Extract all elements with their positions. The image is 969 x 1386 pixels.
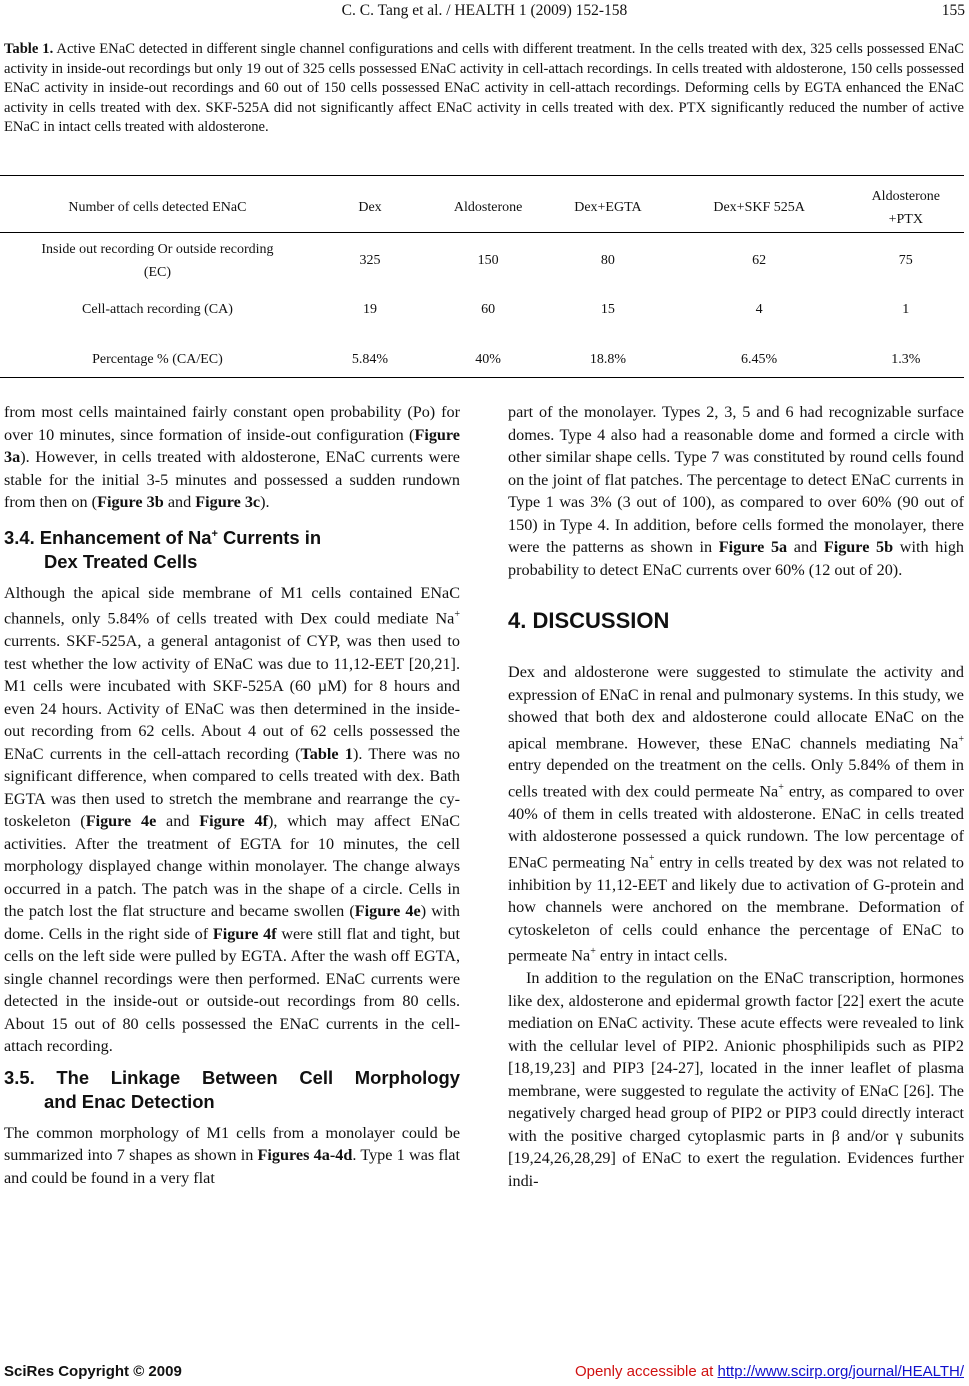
page-number: 155 [941,2,965,19]
body-paragraph: Dex and aldosterone were suggested to stimulate the activity and expression of ENaC in renal and pulmonary systems. In this study, we showed that both dex and aldosterone could allocate ENaC on the apical membrane. However, these ENaC channels mediating Na+ entry depended on the treatment on the cells. Only 5.84% of them in cells treated with dex could permeate Na+ entry, as compared to over 40% of them in cells treated with aldosterone. ENaC in cells treated with aldosterone possessed a quick rundown. The low percentage of ENaC permeating Na+ entry in cells treated by dex was not related to inhibition by 11,12-EET and likely due to activation of G-protein and how channels were anchored on the membrane. Deformation of cytoskeleton of cells could enhance the percentage of ENaC to permeate Na+ entry in intact cells. [508,663,965,965]
figure-ref: Figure 3a [4,425,460,466]
table-cell: 18.8% [589,352,626,367]
footer-copyright: SciRes Copyright © 2009 [4,1363,182,1380]
table-header-cell: Dex [358,200,382,215]
table-header-cell: Number of cells detected ENaC [68,200,247,215]
figure-ref: Figure 5a [718,538,788,556]
table-cell: 4 [755,302,763,317]
table-cell: Inside out recording Or outside recording (EC) [41,241,274,280]
table-cell: Percentage % (CA/EC) [92,352,223,367]
table-cell: 40% [475,352,501,367]
table-cell: 15 [600,302,615,317]
body-paragraph: In addition to the regulation on the ENaC transcription, hormones like dex, aldosterone and epidermal growth factor [22] exert the acute mediation on ENaC activity. These acute effects were revealed to link with the cellular level of PIP2. Anionic phosphilipids such as PIP2 [18,19,23] and PIP3 [24-27], located in the inner leaflet of plasma membrane, were suggested to regulate the activity of ENaC [26]. The negatively charged head group of PIP2 or PIP3 could directly interact with the positive charged cytoplasmic parts in β and/or γ subunits [19,24,26,28,29] of ENaC to exert the regulation. Evidences further indi- [508,969,964,1190]
table-header-row [4,179,962,236]
footer-access: Openly accessible at http://www.scirp.org/journal/HEALTH/ [574,1363,964,1380]
section-heading-3-5: 3.5. The Linkage Between Cell Morphology [4,1066,460,1088]
section-heading-discussion: 4. DISCUSSION [508,608,670,633]
table-row [4,285,962,335]
table-cell: 1.3% [891,352,921,367]
table-cell: 75 [898,253,913,268]
figure-ref: Figure 5b [823,538,894,556]
figure-ref: Figure 4e [354,902,421,921]
data-table [4,179,962,385]
table-header-cell: Aldosterone +PTX [871,188,940,227]
body-paragraph: part of the monolayer. Types 2, 3, 5 and 6 had recognizable surface domes. Type 4 also had a reasonable dome and formed a circle with other similar shape cells. Type 7 was constituted by round cells found on the joint of flat patches. The percentage to detect ENaC currents in Type 1 was 3% (3 out of 100), as compared to over 60% (90 out of 150) in Type 4. In addition, before cells formed the monolayer, there were the patterns as shown in Figure 5a and Figure 5b with high probability to detect ENaC currents over 60% (12 out of 20). [508,403,965,579]
table-cell: 60 [481,302,496,317]
running-head: C. C. Tang et al. / HEALTH 1 (2009) 152-158 [341,2,628,19]
table-cell: 1 [902,302,910,317]
table-header-rule [0,232,964,233]
table-cell: 325 [359,253,381,268]
body-paragraph: from most cells maintained fairly constant open probability (Po) for over 10 minutes, since formation of inside-out configuration (Figure 3a). However, in cells treated with aldosterone, ENaC currents were stable for the initial 3-5 minutes and possessed a sudden rundown from then on (Figure 3b and Figure 3c). [4,403,460,511]
figure-ref: Figure 3c [195,493,261,511]
table-label: Table 1. [4,41,54,57]
body-paragraph: Although the apical side membrane of M1 cells contained ENaC channels, only 5.84% of cells treated with Dex could mediate Na+ currents. SKF-525A, a general antagonist of CYP, was then used to test whether the low activity of ENaC was due to 11,12-EET [20,21]. M1 cells were incubated with SKF-525A (60 µM) for 8 hours and even 24 hours. Activity of ENaC was then determined in the inside-out recording from 62 cells. About 4 out of 62 cells possessed the ENaC currents in the cell-attach recording (Table 1). There was no significant difference, when compared to cells treated with dex. Bath EGTA was then used to stretch the membrane and rearrange the cytoskeleton (Figure 4e and Figure 4f), which may affect ENaC activities. After the treatment of EGTA for 10 minutes, the cell morphology displayed change within monolayer. The change always occurred in a patch. The patch was in the shape of a circle. Cells in the patch lost the flat structure and became swollen (Figure 4e) with dome. Cells in the right side of Figure 4f were still flat and tight, but cells on the left side were pulled by EGTA. After the wash off EGTA, single channel recordings were then performed. ENaC currents were detected in the inside-out or outside-out recordings from 80 cells. About 15 out of 80 cells possessed the ENaC currents in the cell-attach recording. [4,583,461,1056]
table-header-cell: Dex+SKF 525A [713,200,805,215]
right-column [508,401,964,1192]
table-header-cell: Dex+EGTA [574,200,642,215]
table-cell: Cell-attach recording (CA) [82,302,233,317]
table-cell: 150 [477,253,499,268]
table-top-rule [0,175,964,176]
table-header-cell: Aldosterone [453,200,523,215]
table-cell: 62 [752,253,767,268]
table-ref: Table 1 [300,744,353,763]
body-paragraph: The common morphology of M1 cells from a monolayer could be summarized into 7 shapes as shown in Figures 4a-4d. Type 1 was flat and could be found in a very flat [4,1123,460,1187]
table-row [4,236,962,285]
table-cell: 19 [363,302,377,317]
section-heading-3-4: 3.4. Enhancement of Na+ Currents in Dex Treated Cells [4,526,322,572]
table-caption [4,40,964,138]
table-cell: 80 [600,253,615,268]
table-cell: 6.45% [741,352,778,367]
figure-ref: Figure 4f [199,812,268,831]
table-caption-text: Active ENaC detected in different single channel configurations and cells with different treatment. In the cells treated with dex, 325 cells possessed ENaC activity in inside-out recordings but only 19 out of 325 cells possessed ENaC activity in cell-attach recordings. In cells treated with aldosterone, 150 cells possessed ENaC activity in inside-out recordings and 60 out of 150 cells possessed ENaC activity in cell-attach recordings. Deforming cells by EGTA enhanced the ENaC activity in cells treated with dex. SKF-525A did not significantly affect ENaC activity in cells treated with dex. PTX significantly reduced the number of active ENaC in intact cells treated with aldosterone. [4,41,964,135]
table-bottom-rule [0,377,964,378]
journal-link[interactable]: http://www.scirp.org/journal/HEALTH/ [717,1363,964,1380]
figure-ref: Figures 4a-4d [257,1146,353,1165]
figure-ref: Figure 4e [85,812,157,831]
table-cell: 5.84% [351,352,389,367]
left-column [4,401,460,1189]
figure-ref: Figure 3b [97,493,164,511]
figure-ref: Figure 4f [212,924,277,943]
section-heading-3-5-line2: and Enac Detection [44,1090,215,1112]
